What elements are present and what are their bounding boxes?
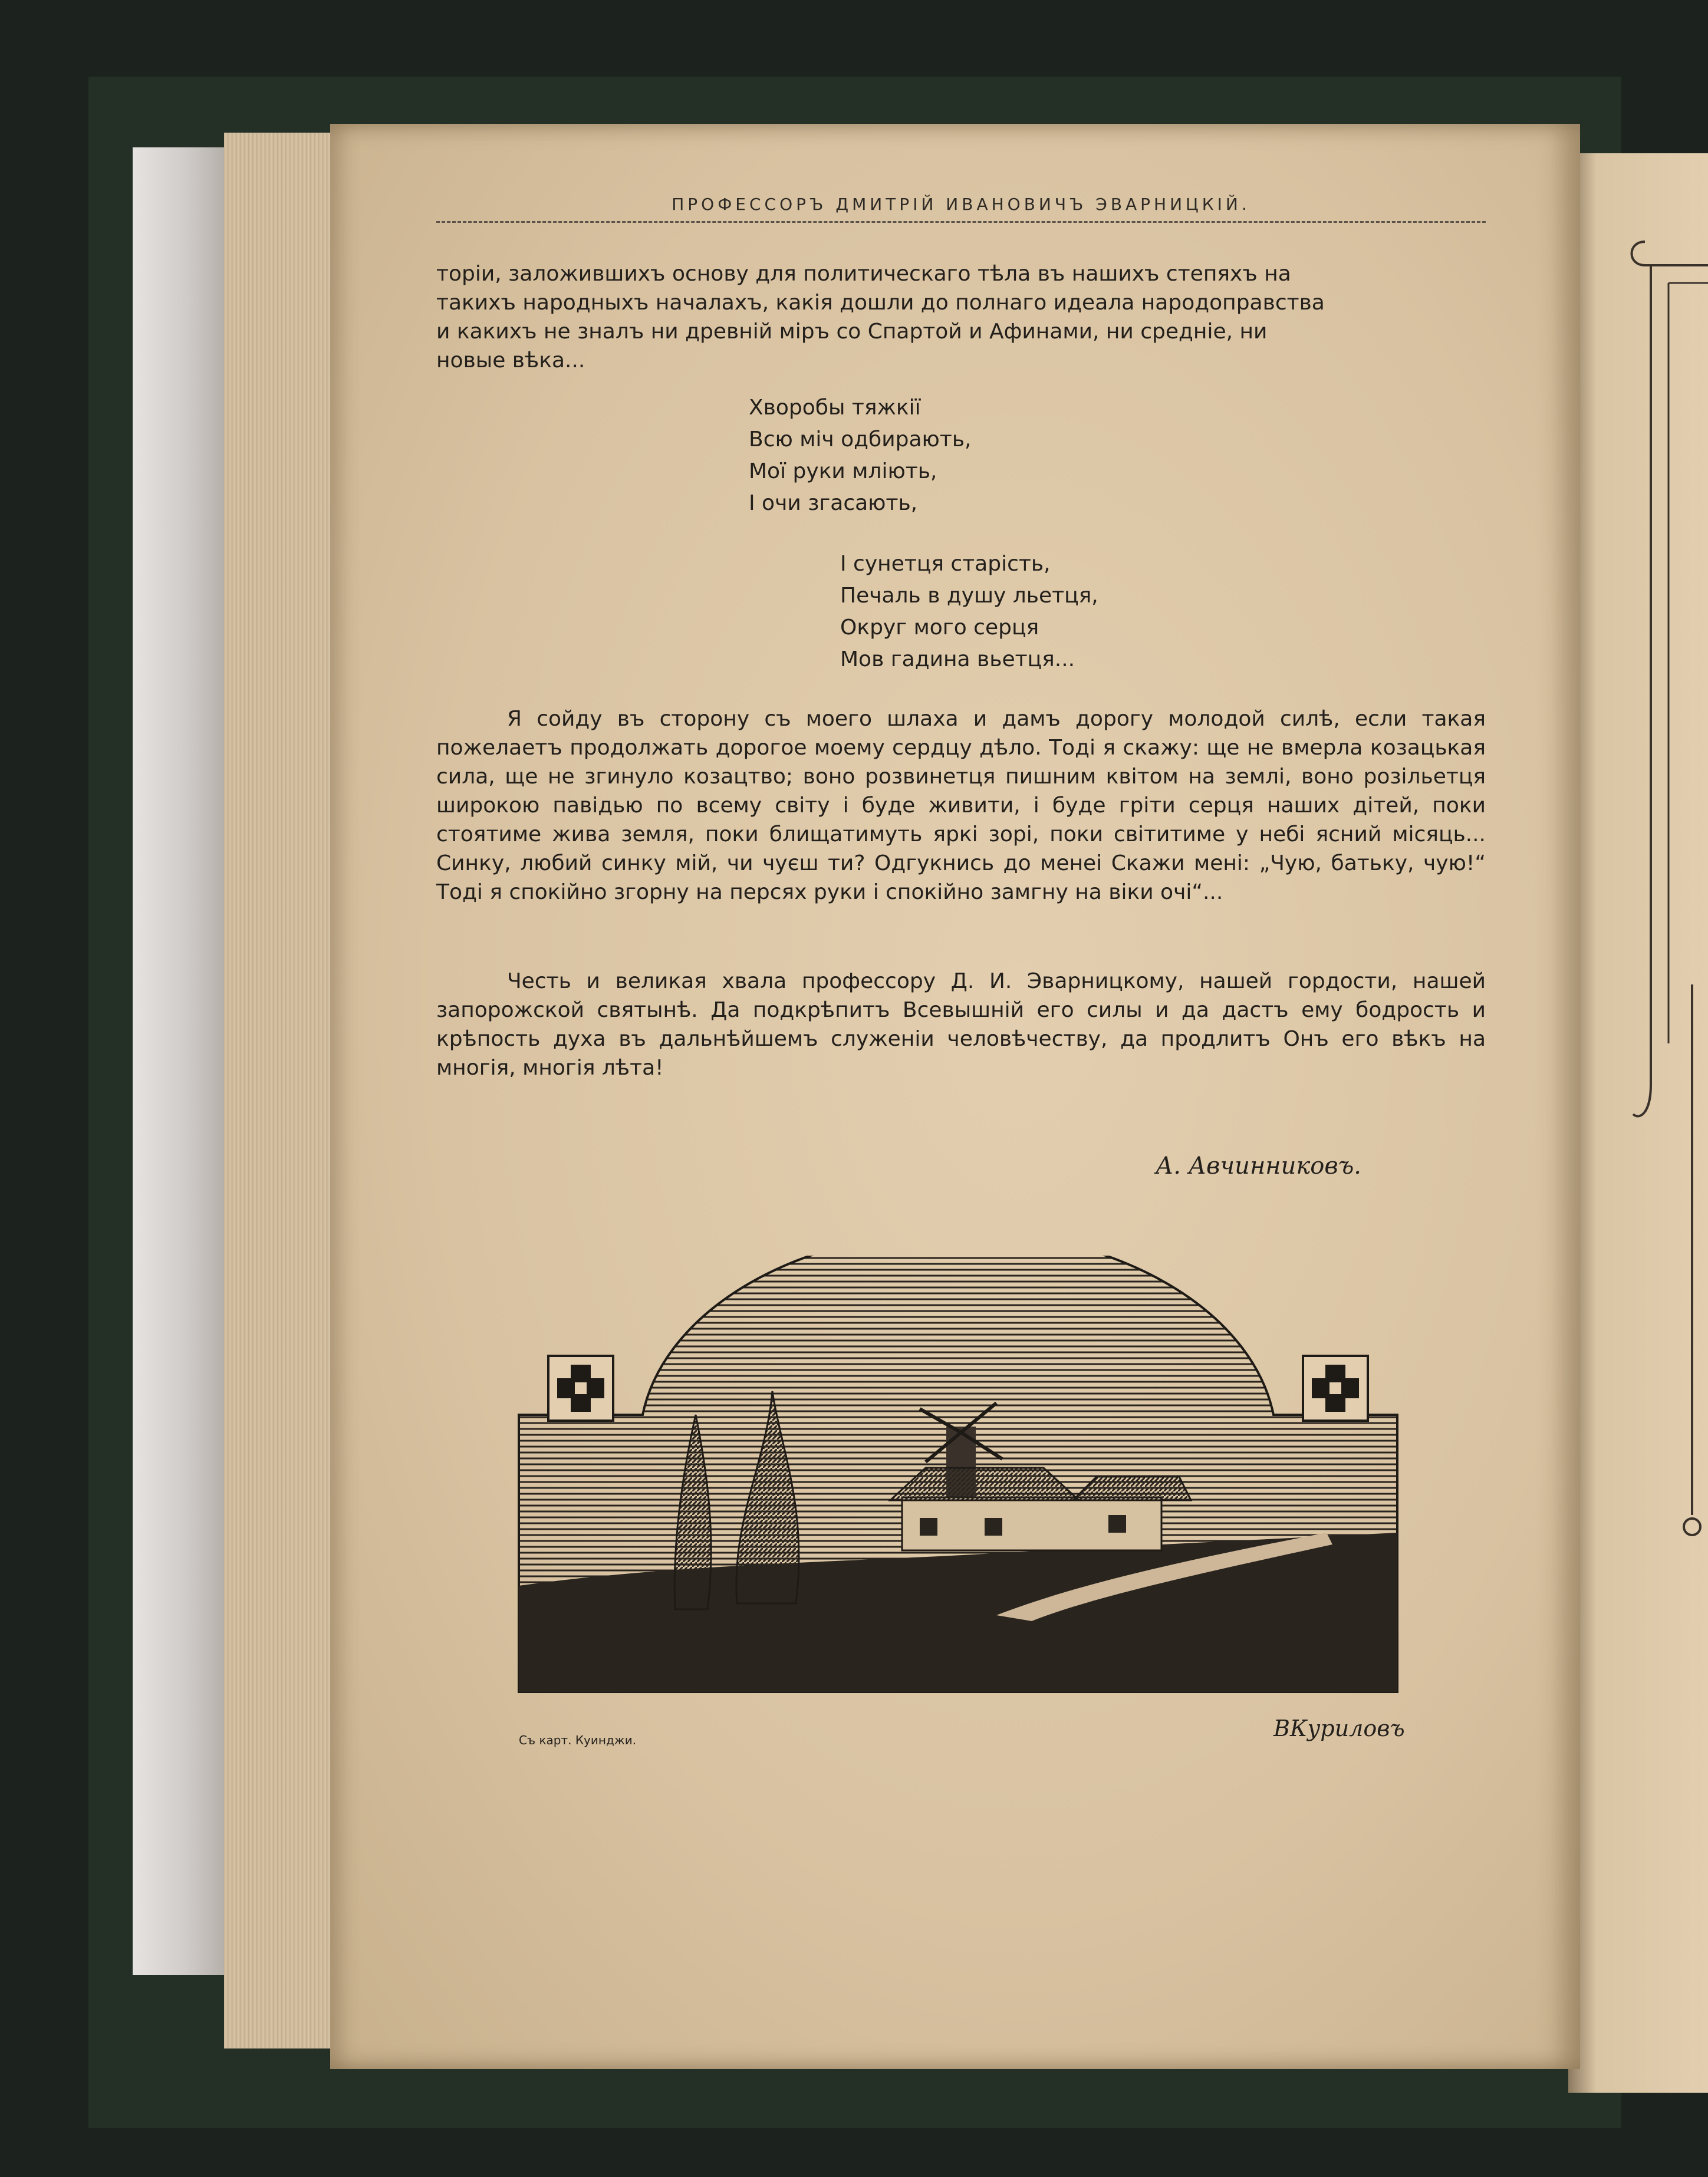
intro-paragraph [436,259,1486,375]
poem-stanza-1 [749,392,971,519]
illustrator-signature: ВКуриловъ [1273,1715,1405,1741]
poem-line: Мої руки млiють, [749,459,937,483]
facing-page-ornament [1627,230,1708,1704]
illustration-source-caption: Съ карт. Куинджи. [519,1733,637,1747]
intro-line: и какихъ не зналъ ни древній міръ со Спартой и Афинами, ни средніе, ни [436,320,1268,344]
ornament-left [548,1356,613,1421]
author-signature: А. Авчинниковъ. [1156,1152,1362,1180]
running-header: ПРОФЕССОРЪ ДМИТРІЙ ИВАНОВИЧЪ ЭВАРНИЦКІЙ. [672,195,1250,214]
poem-line: Мов гадина вьетця... [840,647,1075,671]
poem-line: Печаль в душу льетця, [840,584,1098,608]
intro-line: торіи, заложившихъ основу для политическаго тѣла въ нашихъ степяхъ на [436,262,1291,286]
intro-line: новые вѣка... [436,348,585,373]
paragraph-1 [436,704,1486,907]
page-edge-white [133,147,224,1975]
intro-line: такихъ народныхъ началахъ, какія дошли до полнаго идеала народоправства [436,291,1325,315]
header-rule [436,221,1486,223]
ornament-right [1303,1356,1368,1421]
poem-line: І сунетця старість, [840,552,1051,576]
poem-line: Округ мого серця [840,615,1039,640]
poem-stanza-2 [840,548,1098,676]
landscape-illustration [513,1256,1409,1745]
poem-line: І очи згасають, [749,491,918,515]
paragraph-2-text: Честь и великая хвала профессору Д. И. Эварницкому, нашей гордости, нашей запорожской святынѣ. Да подкрѣпитъ Всевышній его силы и да дастъ ему бодрость и крѣпость духа въ дальнѣйшемъ служеніи человѣчеству, да продлитъ Онъ его вѣкъ на многія, многія лѣта! [436,969,1486,1080]
poem-line: Хворобы тяжкії [749,396,921,420]
paragraph-1-text: Я сойду въ сторону съ моего шлаха и дамъ дорогу молодой силѣ, если такая пожелаетъ продолжать дорогое моему сердцу дѣло. Тоді я скажу: ще не вмерла козацькая сила, ще не згинуло козацтво; воно розвинетця пишним квітом на землі, воно розільетця широкою павідью по всему світу і буде живити, і буде гріти серця наших дітей, поки стоятиме жива земля, поки блищатимуть яркі зорі, поки світитиме у небі ясний місяць... Синку, любий синку мій, чи чуєш ти? Одгукнись до менеі Скажи мені: „Чую, батьку, чую!“ Тоді я спокійно згорну на персях руки і спокійно замгну на віки очі“... [436,707,1486,904]
paragraph-2 [436,967,1486,1082]
poem-line: Всю міч одбирають, [749,427,972,452]
